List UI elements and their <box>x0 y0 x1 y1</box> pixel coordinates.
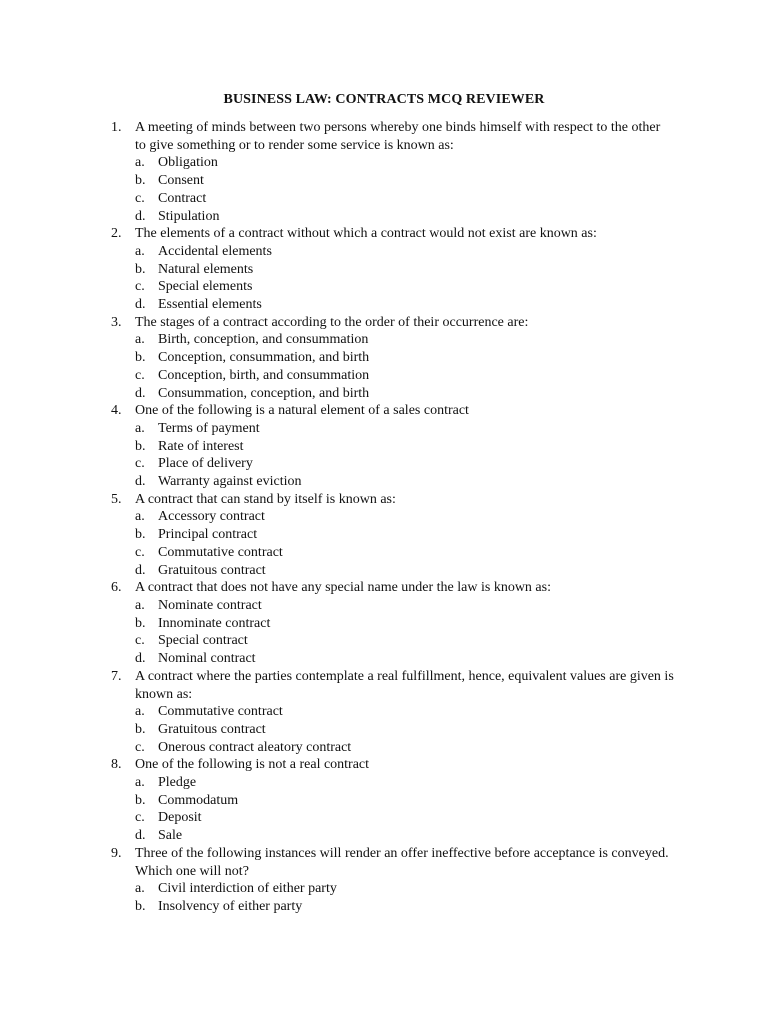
answer-option <box>135 809 674 827</box>
question-text: A contract where the parties contemplate a real fulfillment, hence, equivalent values are given is known as: <box>135 668 674 702</box>
answer-option <box>135 455 674 473</box>
answer-option <box>135 508 674 526</box>
option-letter: b. <box>135 615 146 631</box>
option-text: Nominal contract <box>158 651 256 667</box>
answer-option <box>135 615 674 633</box>
answer-option <box>135 385 674 403</box>
question-number: 9. <box>111 845 122 861</box>
option-text: Innominate contract <box>158 615 271 631</box>
option-text: Conception, consummation, and birth <box>158 350 370 366</box>
option-letter: a. <box>135 243 145 259</box>
answer-option <box>135 296 674 314</box>
question-text: Three of the following instances will render an offer ineffective before acceptance is conveyed. Which one will not? <box>135 845 669 879</box>
option-list <box>135 703 674 756</box>
option-text: Contract <box>158 190 207 206</box>
answer-option <box>135 154 674 172</box>
answer-option <box>135 190 674 208</box>
option-letter: b. <box>135 527 146 543</box>
option-text: Place of delivery <box>158 456 253 472</box>
option-text: Natural elements <box>158 261 254 277</box>
option-text: Obligation <box>158 155 218 171</box>
question-text: A contract that can stand by itself is known as: <box>135 491 396 507</box>
question-text: One of the following is not a real contract <box>135 757 370 773</box>
option-letter: a. <box>135 155 145 171</box>
option-text: Accessory contract <box>158 509 265 525</box>
option-letter: b. <box>135 438 146 454</box>
option-letter: a. <box>135 881 145 897</box>
question-item <box>0 668 768 757</box>
answer-option <box>135 774 674 792</box>
option-letter: b. <box>135 898 146 914</box>
question-item <box>0 225 768 314</box>
option-text: Conception, birth, and consummation <box>158 367 370 383</box>
question-number: 6. <box>111 580 122 596</box>
question-number: 7. <box>111 668 122 684</box>
option-list <box>135 420 674 491</box>
question-item <box>0 402 768 491</box>
question-text: One of the following is a natural element of a sales contract <box>135 403 469 419</box>
option-letter: d. <box>135 474 146 490</box>
answer-option <box>135 898 674 916</box>
answer-option <box>135 349 674 367</box>
option-letter: a. <box>135 775 145 791</box>
option-letter: d. <box>135 385 146 401</box>
option-letter: d. <box>135 828 146 844</box>
option-text: Deposit <box>158 810 202 826</box>
option-letter: c. <box>135 739 145 755</box>
option-letter: c. <box>135 190 145 206</box>
option-text: Insolvency of either party <box>158 898 303 914</box>
option-text: Rate of interest <box>158 438 244 454</box>
option-letter: a. <box>135 509 145 525</box>
option-list <box>135 880 674 915</box>
option-text: Stipulation <box>158 208 220 224</box>
answer-option <box>135 792 674 810</box>
question-item <box>0 845 768 916</box>
option-text: Consent <box>158 173 204 189</box>
option-text: Sale <box>158 828 183 844</box>
option-letter: d. <box>135 208 146 224</box>
option-text: Onerous contract aleatory contract <box>158 739 352 755</box>
option-letter: c. <box>135 633 145 649</box>
question-text: A meeting of minds between two persons whereby one binds himself with respect to the other to give something or to render some service is known as: <box>135 120 661 153</box>
option-letter: a. <box>135 704 145 720</box>
answer-option <box>135 597 674 615</box>
answer-option <box>135 420 674 438</box>
question-text: A contract that does not have any special name under the law is known as: <box>135 580 551 596</box>
option-letter: b. <box>135 350 146 366</box>
option-letter: b. <box>135 721 146 737</box>
question-number: 1. <box>111 120 122 135</box>
option-list <box>135 597 674 668</box>
option-text: Commodatum <box>158 792 239 808</box>
question-number: 5. <box>111 491 122 507</box>
option-letter: a. <box>135 332 145 348</box>
answer-option <box>135 473 674 491</box>
answer-option <box>135 562 674 580</box>
question-text: The elements of a contract without which a contract would not exist are known as: <box>135 226 597 242</box>
option-text: Commutative contract <box>158 544 283 560</box>
answer-option <box>135 243 674 261</box>
option-letter: c. <box>135 544 145 560</box>
option-text: Gratuitous contract <box>158 562 266 578</box>
answer-option <box>135 721 674 739</box>
answer-option <box>135 208 674 226</box>
question-number: 2. <box>111 226 122 242</box>
option-list <box>135 331 674 402</box>
option-letter: d. <box>135 651 146 667</box>
option-text: Essential elements <box>158 297 262 313</box>
option-text: Warranty against eviction <box>158 474 302 490</box>
option-list <box>135 154 674 225</box>
option-text: Commutative contract <box>158 704 283 720</box>
option-text: Special elements <box>158 279 253 295</box>
answer-option <box>135 739 674 757</box>
answer-option <box>135 880 674 898</box>
option-text: Pledge <box>158 775 197 791</box>
answer-option <box>135 331 674 349</box>
question-item <box>0 756 768 845</box>
option-text: Nominate contract <box>158 597 262 613</box>
option-text: Principal contract <box>158 527 258 543</box>
answer-option <box>135 632 674 650</box>
option-list <box>135 774 674 845</box>
answer-option <box>135 367 674 385</box>
answer-option <box>135 261 674 279</box>
option-list <box>135 508 674 579</box>
page-title: BUSINESS LAW: CONTRACTS MCQ REVIEWER <box>223 92 545 107</box>
answer-option <box>135 438 674 456</box>
answer-option <box>135 650 674 668</box>
option-letter: d. <box>135 562 146 578</box>
option-letter: b. <box>135 173 146 189</box>
answer-option <box>135 544 674 562</box>
option-text: Consummation, conception, and birth <box>158 385 370 401</box>
option-letter: b. <box>135 792 146 808</box>
question-number: 3. <box>111 314 122 330</box>
question-list <box>0 119 768 916</box>
option-text: Gratuitous contract <box>158 721 266 737</box>
option-letter: a. <box>135 597 145 613</box>
answer-option <box>135 703 674 721</box>
question-item <box>0 119 768 225</box>
option-letter: c. <box>135 367 145 383</box>
answer-option <box>135 278 674 296</box>
option-letter: c. <box>135 456 145 472</box>
option-text: Accidental elements <box>158 243 272 259</box>
question-number: 4. <box>111 403 122 419</box>
option-letter: c. <box>135 810 145 826</box>
answer-option <box>135 526 674 544</box>
option-text: Birth, conception, and consummation <box>158 332 369 348</box>
answer-option <box>135 172 674 190</box>
option-text: Civil interdiction of either party <box>158 881 337 897</box>
option-text: Terms of payment <box>158 420 260 436</box>
question-item <box>0 314 768 403</box>
option-list <box>135 243 674 314</box>
question-number: 8. <box>111 757 122 773</box>
option-letter: d. <box>135 297 146 313</box>
option-letter: c. <box>135 279 145 295</box>
option-letter: a. <box>135 420 145 436</box>
question-text: The stages of a contract according to the order of their occurrence are: <box>135 314 529 330</box>
answer-option <box>135 827 674 845</box>
question-item <box>0 491 768 580</box>
option-letter: b. <box>135 261 146 277</box>
option-text: Special contract <box>158 633 248 649</box>
question-item <box>0 579 768 668</box>
